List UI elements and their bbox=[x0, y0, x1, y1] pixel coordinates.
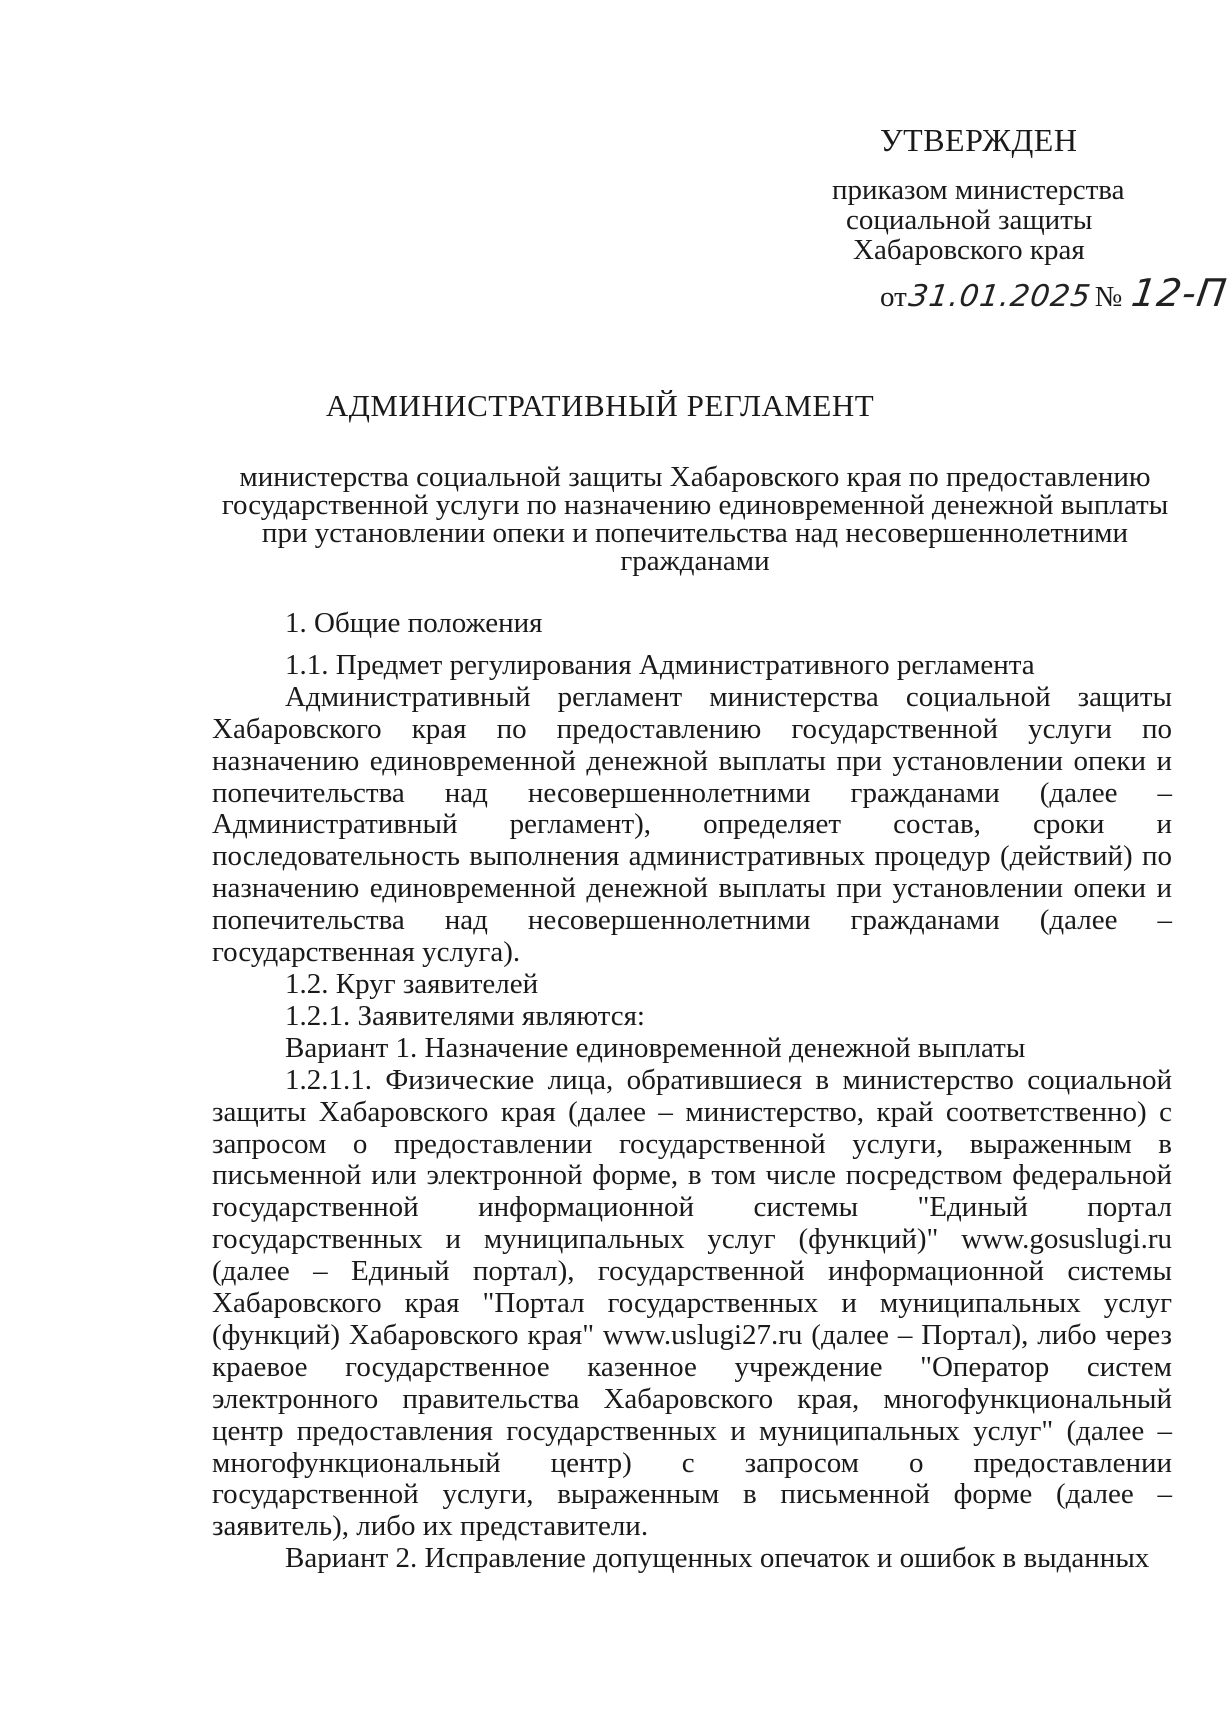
variant-1-paragraph: 1.2.1.1. Физические лица, обратившиеся в министерство социальной защиты Хабаровского края (далее – министерство, край соответственно) с запросом о предоставлении государственной услуги, выраженным в письменной или электронной форме, в том числе посредством федеральной государственной информационной системы "Единый портал государственных и муниципальных услуг (функций)" www.gosuslugi.ru (далее – Единый портал), государственной информационной системы Хабаровского края "Портал государственных и муниципальных услуг (функций) Хабаровского края" www.uslugi27.ru (далее – Портал), либо через краевое государственное казенное учреждение "Оператор систем электронного правительства Хабаровского края, многофункциональный центр предоставления государственных и муниципальных услуг" (далее – многофункциональный центр) с запросом о предоставлении государственной услуги, выраженным в письменной форме (далее – заявитель), либо их представители. bbox=[212, 1063, 1172, 1543]
document-body bbox=[212, 608, 1172, 1575]
approval-line-2: социальной защиты bbox=[846, 204, 1093, 236]
approval-block bbox=[810, 122, 1230, 315]
document-subtitle: министерства социальной защиты Хабаровского края по предоставлению государственной услуги по назначению единовременной денежной выплаты при установлении опеки и попечительства над несовершеннолетними гражданами bbox=[221, 461, 1169, 577]
approval-heading: УТВЕРЖДЕН bbox=[880, 122, 1078, 158]
handwritten-date: 31.01.2025 bbox=[906, 279, 1094, 314]
approval-line-3: Хабаровского края bbox=[853, 234, 1085, 266]
approval-date-line bbox=[880, 271, 1230, 315]
section-applicants-subheading: 1.2.1. Заявителями являются: bbox=[285, 999, 645, 1032]
approval-line-1: приказом министерства bbox=[832, 174, 1125, 206]
variant-1-heading: Вариант 1. Назначение единовременной денежной выплаты bbox=[285, 1031, 1026, 1064]
section-subject-heading: 1.1. Предмет регулирования Административного регламента bbox=[285, 648, 1035, 681]
number-prefix: № bbox=[1094, 281, 1123, 313]
variant-2-heading: Вариант 2. Исправление допущенных опечаток и ошибок в выданных bbox=[285, 1542, 1150, 1575]
document-title: АДМИНИСТРАТИВНЫЙ РЕГЛАМЕНТ bbox=[325, 388, 875, 423]
date-prefix: от bbox=[880, 281, 907, 313]
section-subject-paragraph: Административный регламент министерства социальной защиты Хабаровского края по предоставлению государственной услуги по назначению единовременной денежной выплаты при установлении опеки и попечительства над несовершеннолетними гражданами (далее – Административный регламент), определяет состав, сроки и последовательность выполнения административных процедур (действий) по назначению единовременной денежной выплаты при установлении опеки и попечительства над несовершеннолетними гражданами (далее – государственная услуга). bbox=[212, 680, 1172, 969]
handwritten-number: 12-П bbox=[1129, 271, 1230, 315]
section-general-heading: 1. Общие положения bbox=[285, 607, 543, 639]
section-applicants-heading: 1.2. Круг заявителей bbox=[285, 967, 539, 1000]
